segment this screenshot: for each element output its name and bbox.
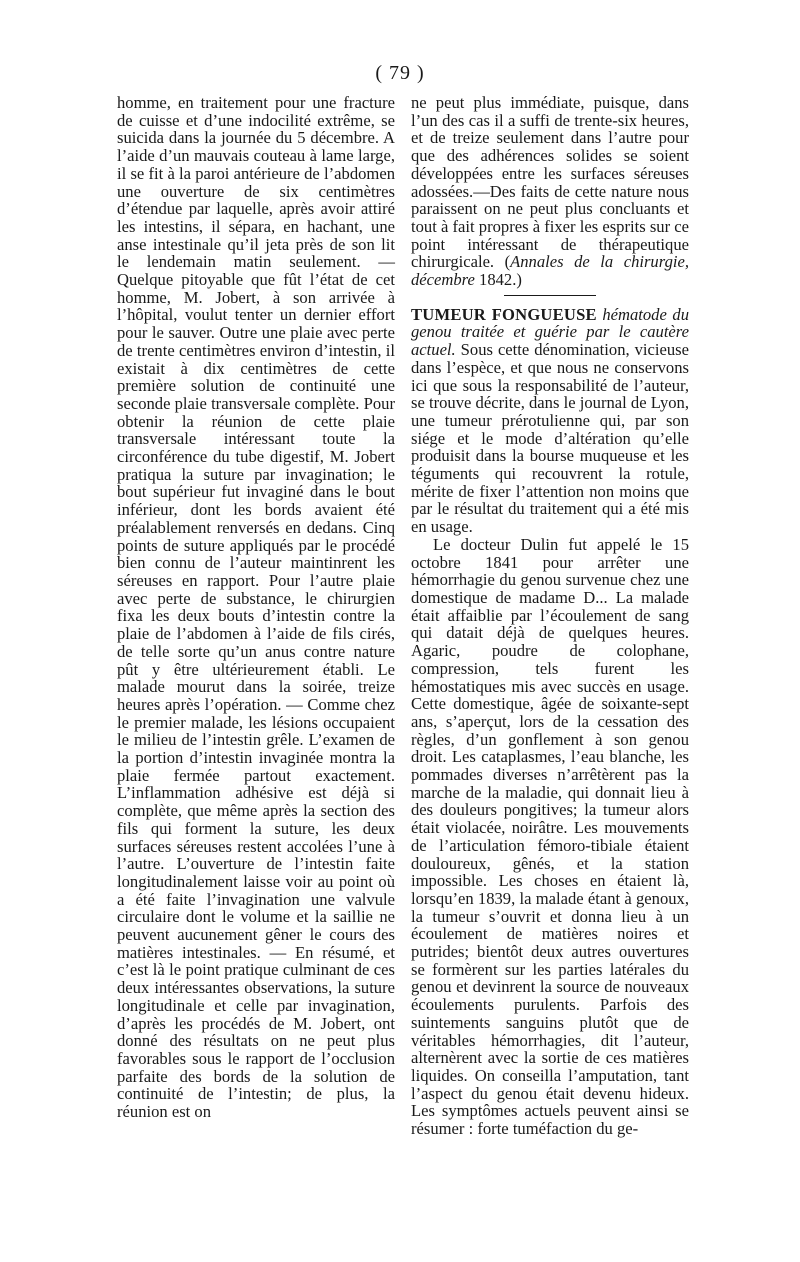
left-column bbox=[117, 94, 395, 1121]
section-separator bbox=[504, 295, 596, 296]
article-subheading: hématode du genou traitée et guérie par le cautère actuel. bbox=[411, 304, 689, 360]
article-intro-text: Sous cette dénomination, vicieuse dans l’espèce, et que nous ne conservons ici que sous la responsabilité de l’auteur, se trouve décrite, dans le journal de Lyon, une tumeur prérotulienne qui, par son siége et le mode d’altération qu’elle produisit dans la bourse muqueuse et les téguments qui recouvrent la rotule, mérite de fixer l’attention non moins que par le résultat du traitement qui a été mis en usage. bbox=[411, 340, 689, 537]
left-paragraph: homme, en traitement pour une fracture de cuisse et d’une indocilité extrême, se suicida dans la journée du 5 décembre. A l’aide d’un mauvais couteau à lame large, il se fit à la paroi antérieure de l’abdomen une ouverture de six centimètres d’étendue par laquelle, après avoir attiré les intestins, il sépara, en hachant, une anse intestinale qu’il jeta près de son lit le lendemain matin seulement. — Quelque pitoyable que fût l’état de cet homme, M. Jobert, à son arrivée à l’hôpital, voulut tenter un dernier effort pour le sauver. Outre une plaie avec perte de trente centimètres environ d’intestin, il existait à dix centimètres de cette première solution de continuité une seconde plaie transversale complète. Pour obtenir la réunion de cette plaie transversale intéressant toute la circonférence du tube digestif, M. Jobert pratiqua la suture par invagination; le bout supérieur fut invaginé dans le bout inférieur, dont les bords avaient été préalablement renversés en dedans. Cinq points de suture appliqués par le procédé bien connu de l’auteur maintinrent les séreuses en rapport. Pour l’autre plaie avec perte de substance, le chirurgien fixa les deux bouts d’intestin contre la plaie de l’abdomen à l’aide de fils cirés, de telle sorte qu’un anus contre nature pût y être ultérieurement établi. Le malade mourut dans la soirée, treize heures après l’opération. — Comme chez le premier malade, les lésions occupaient le milieu de l’intestin grêle. L’examen de la portion d’intestin invaginée montra la plaie fermée partout exactement. L’inflammation adhésive est déjà si complète, que même après la section des fils qui forment la suture, les deux surfaces séreuses restent accolées l’une à l’autre. L’ouverture de l’intestin faite longitudinalement laisse voir au point où a été faite l’invagination une valvule circulaire dont le volume et la saillie ne peuvent aucunement gêner le cours des matières intestinales. — En résumé, et c’est là le point pratique culminant de ces deux intéressantes observations, la suture longitudinale et celle par invagination, d’après les procédés de M. Jobert, ont donné des résultats on ne peut plus favorables sous le rapport de l’occlusion parfaite des bords de la solution de continuité de l’intestin; de plus, la réunion est on bbox=[117, 93, 395, 1122]
page-number: ( 79 ) bbox=[375, 62, 425, 84]
article-intro-paragraph bbox=[411, 306, 689, 536]
continuation-text: ne peut plus immédiate, puisque, dans l’un des cas il a suffi de trente-six heures, et de treize seulement dans l’autre pour que des adhérences solides se soient développées entre les surfaces séreuses adossées.—Des faits de cette nature nous paraissent on ne peut plus concluants et tout à fait propres à fixer les esprits sur ce point intéressant de thérapeutique chirurgicale. ( bbox=[411, 93, 689, 272]
citation-source: Annales de la chirurgie, décembre bbox=[411, 252, 689, 290]
right-paragraph-continuation bbox=[411, 94, 689, 289]
article-heading: TUMEUR FONGUEUSE bbox=[411, 304, 597, 324]
right-column bbox=[411, 94, 689, 1138]
article-body-paragraph: Le docteur Dulin fut appelé le 15 octobre 1841 pour arrêter une hémorrhagie du genou survenue chez une domestique de madame D... La malade était affaiblie par l’écoulement de sang qui datait déjà de quelques heures. Agaric, poudre de colophane, compression, tels furent les hémostatiques mis avec succès en usage. Cette domestique, âgée de soixante-sept ans, s’aperçut, lors de la cessation des règles, d’un gonflement à son genou droit. Les cataplasmes, l’eau blanche, les pommades diverses n’arrêtèrent pas la marche de la maladie, qui donnait lieu à des douleurs pongitives; la tumeur alors était violacée, noirâtre. Les mouvements de l’articulation fémoro-tibiale étaient douloureux, gênés, et la station impossible. Les choses en étaient là, lorsqu’en 1839, la malade étant à genoux, la tumeur s’ouvrit et donna lieu à un écoulement de matières noires et putrides; bientôt deux autres ouvertures se formèrent sur les parties latérales du genou et devinrent la source de nouveaux écoulements purulents. Parfois des suintements sanguins plutôt que de véritables hémorrhagies, dit l’auteur, alternèrent avec la sortie de ces matières liquides. On conseilla l’amputation, tant l’aspect du genou était devenu hideux. Les symptômes actuels peuvent ainsi se résumer : forte tuméfaction du ge- bbox=[411, 534, 689, 1139]
citation-year: 1842.) bbox=[474, 270, 522, 290]
